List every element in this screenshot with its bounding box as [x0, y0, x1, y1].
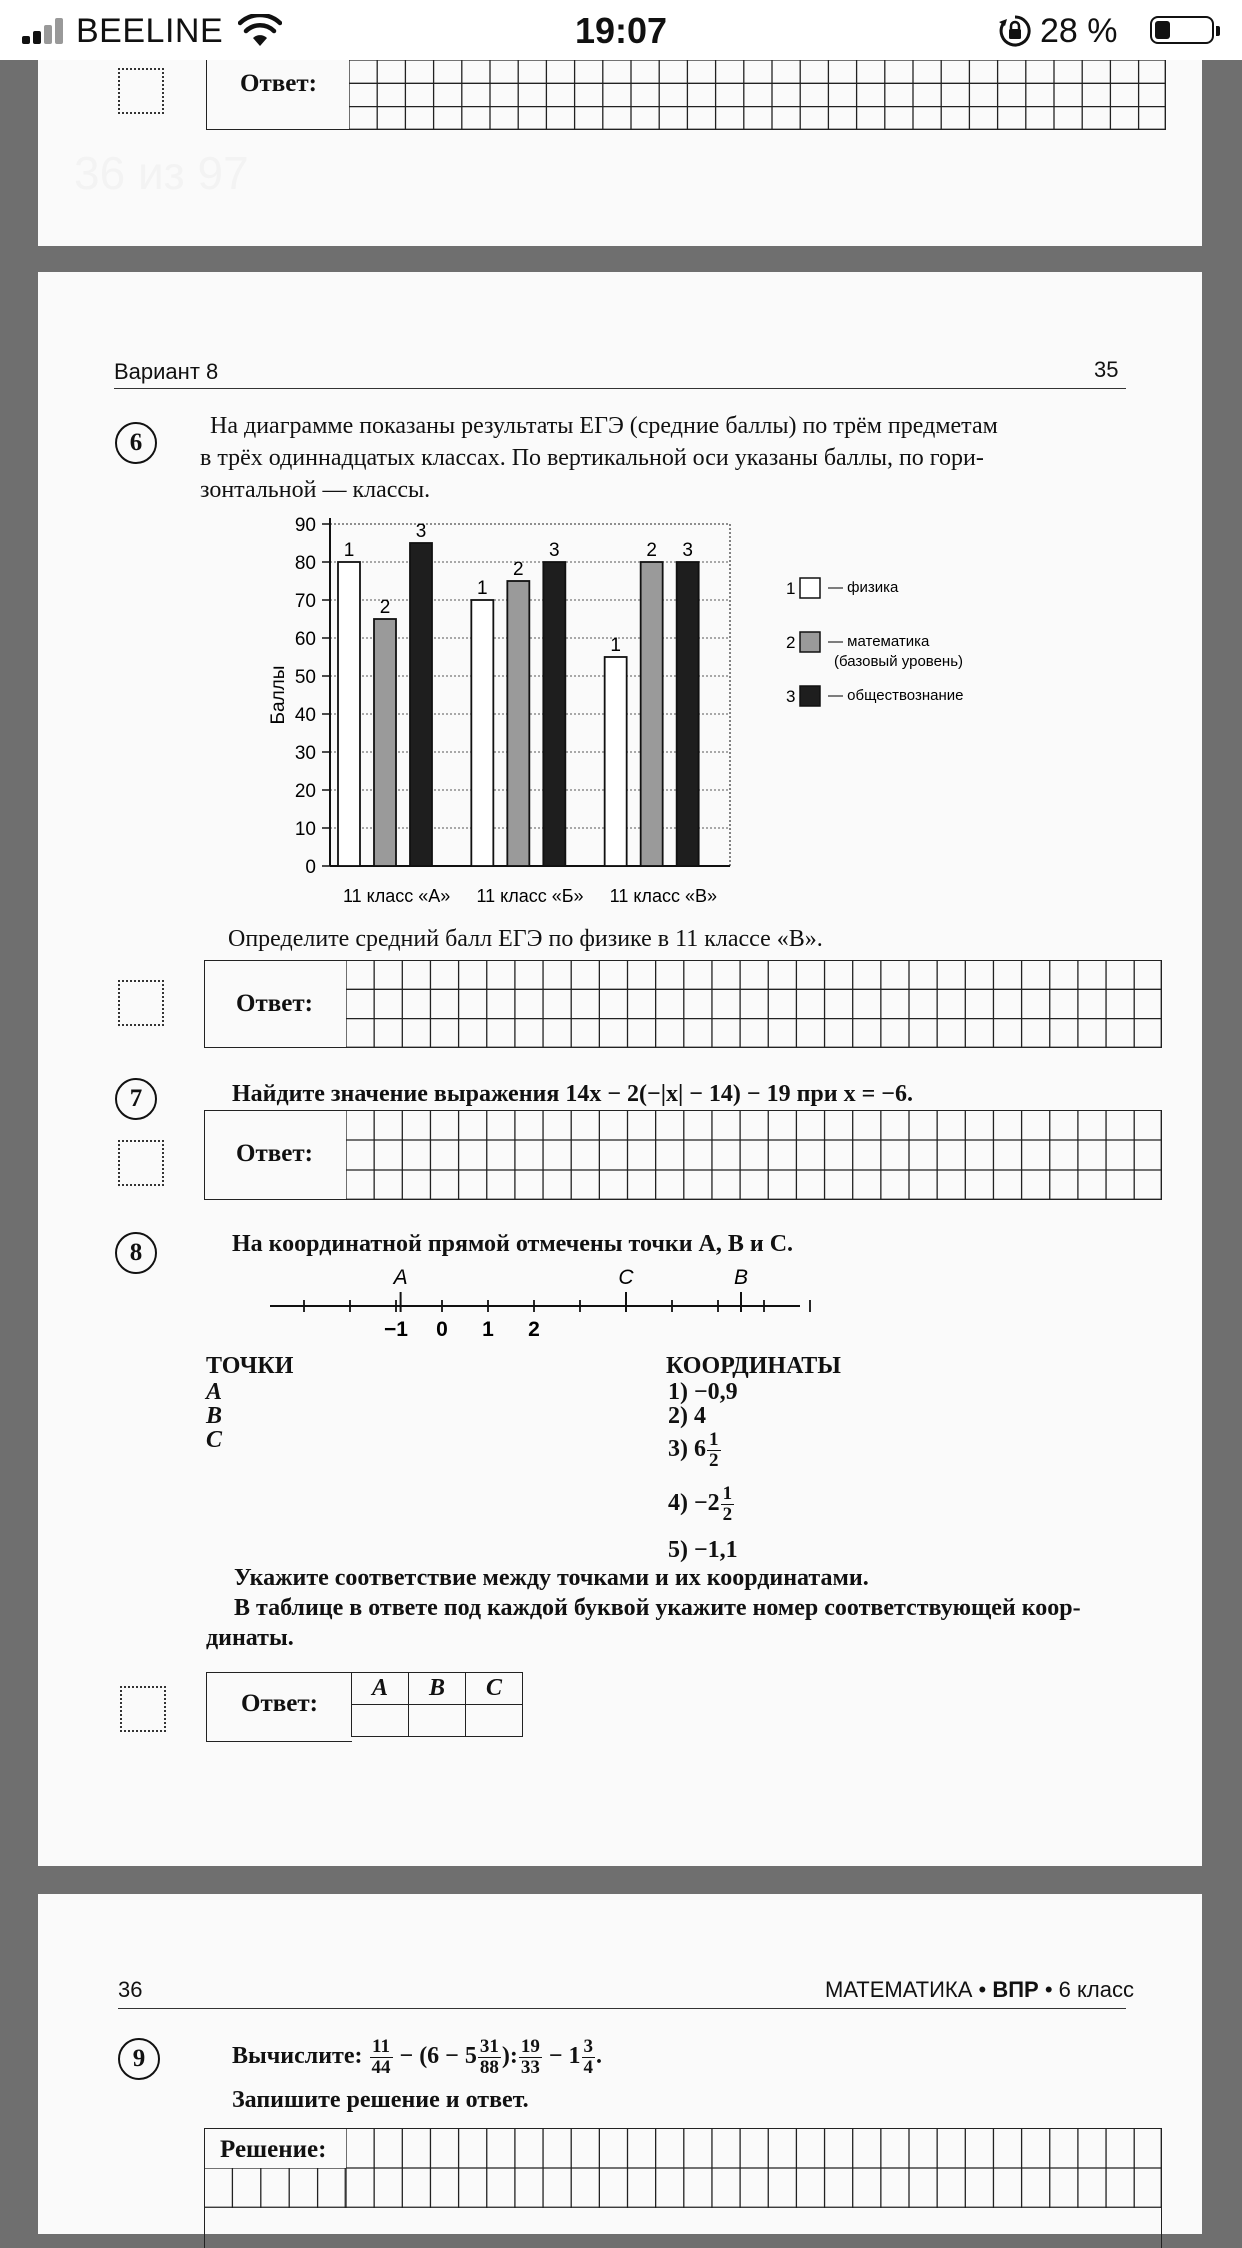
expression-part: . — [596, 2043, 603, 2069]
grade-name: • 6 класс — [1038, 1977, 1134, 2002]
bar-label: 2 — [513, 559, 524, 580]
answer-grid[interactable] — [349, 60, 1166, 130]
legend-swatch — [800, 686, 820, 706]
x-tick-label: 11 класс «Б» — [476, 886, 584, 906]
task-7-expression: 14x − 2(−|x| − 14) − 19 при x = −6. — [565, 1081, 913, 1107]
page-indicator: 36 из 97 — [74, 147, 249, 199]
axis-tick-label: −1 — [384, 1318, 408, 1340]
legend-label: (базовый уровень) — [834, 653, 964, 670]
expression-part: − 1 — [548, 2043, 581, 2069]
subject-name: МАТЕМАТИКА • — [825, 1977, 993, 2002]
points-header: ТОЧКИ — [206, 1353, 294, 1379]
legend-label: — математика — [828, 633, 930, 650]
table-header-c: C — [466, 1673, 523, 1705]
clock: 19:07 — [574, 10, 668, 51]
task-8-intro: На координатной прямой отмечены точки A, B и C. — [232, 1231, 794, 1257]
exam-name: ВПР — [992, 1977, 1039, 2002]
bar-chart — [188, 498, 1048, 918]
page-number: 36 — [118, 1977, 143, 2002]
y-tick-label: 30 — [294, 743, 316, 764]
carrier-name: BEELINE — [76, 12, 224, 50]
legend-key: 2 — [786, 633, 796, 652]
answer-label: Ответ: — [236, 1140, 313, 1167]
variant-header: Вариант 8 — [114, 359, 219, 384]
fraction-num: 31 — [479, 2035, 499, 2057]
header-rule — [114, 388, 1126, 389]
answer-cell-a[interactable] — [352, 1705, 409, 1737]
answer-label: Ответ: — [240, 70, 317, 97]
y-tick-label: 90 — [294, 515, 316, 536]
bar-label: 1 — [343, 540, 355, 561]
table-header-a: A — [352, 1673, 409, 1705]
legend-swatch — [800, 632, 820, 652]
coord-4 — [668, 1484, 735, 1525]
legend-swatch — [800, 578, 820, 598]
legend-key: 3 — [786, 687, 796, 706]
task-9-expression — [232, 2030, 602, 2082]
axis-tick-label: 1 — [482, 1318, 494, 1340]
fraction-num: 19 — [520, 2035, 540, 2057]
battery-percent: 28 % — [1040, 12, 1118, 50]
y-tick-label: 20 — [294, 781, 316, 802]
point-b: B — [206, 1403, 223, 1429]
fraction-num: 3 — [583, 2035, 594, 2057]
point-label: C — [618, 1266, 634, 1289]
y-tick-label: 50 — [294, 667, 316, 688]
battery-icon — [1150, 16, 1214, 44]
task-9-instruction: Запишите решение и ответ. — [232, 2087, 529, 2113]
bar — [471, 600, 493, 866]
task-8-instruction-3: динаты. — [206, 1625, 294, 1651]
bar — [374, 619, 396, 866]
expression-part: (6 − 5 — [419, 2043, 477, 2069]
point-a: A — [206, 1379, 223, 1405]
score-box[interactable] — [118, 980, 164, 1026]
answer-cell-b[interactable] — [409, 1705, 466, 1737]
orientation-lock-icon — [998, 14, 1032, 48]
solution-label: Решение: — [220, 2136, 327, 2163]
legend-key: 1 — [786, 579, 796, 598]
fraction-den: 4 — [583, 2056, 594, 2078]
coord-5: 5) −1,1 — [668, 1537, 738, 1563]
axis-tick-label: 0 — [436, 1318, 448, 1340]
coord-4-whole: 4) −2 — [668, 1490, 720, 1517]
x-tick-label: 11 класс «А» — [343, 886, 451, 906]
answer-grid[interactable] — [346, 1110, 1162, 1200]
page-main — [38, 272, 1202, 1866]
x-tick-label: 11 класс «В» — [609, 886, 717, 906]
answer-table — [351, 1672, 523, 1737]
answer-cell-c[interactable] — [466, 1705, 523, 1737]
y-tick-label: 80 — [294, 553, 316, 574]
bar — [410, 543, 432, 866]
solution-grid[interactable] — [346, 2128, 1162, 2208]
coord-3 — [668, 1430, 722, 1471]
subject-header — [825, 1974, 1134, 2006]
page-top — [38, 60, 1202, 246]
coord-2: 2) 4 — [668, 1403, 706, 1429]
task-6-question: Определите средний балл ЕГЭ по физике в 11 классе «В». — [228, 926, 823, 952]
y-tick-label: 70 — [294, 591, 316, 612]
bar-label: 3 — [415, 521, 427, 542]
expression-part: ): — [501, 2043, 518, 2069]
point-c: C — [206, 1427, 223, 1453]
y-tick-label: 60 — [294, 629, 316, 650]
coord-4-num: 1 — [722, 1483, 733, 1504]
bar-label: 1 — [477, 578, 488, 599]
task-6-text-2: в трёх одиннадцатых классах. По вертикальной оси указаны баллы, по гори- — [200, 445, 984, 471]
bar — [641, 562, 663, 866]
status-bar — [0, 0, 1242, 60]
y-axis-title: Баллы — [268, 665, 289, 725]
legend-label: — обществознание — [828, 687, 964, 704]
bar-label: 3 — [682, 540, 693, 561]
header-rule — [118, 2008, 1126, 2009]
axis-tick-label: 2 — [528, 1318, 540, 1340]
coord-3-den: 2 — [709, 1450, 719, 1471]
solution-grid[interactable] — [204, 2168, 346, 2208]
bar — [338, 562, 360, 866]
coords-header: КООРДИНАТЫ — [666, 1353, 841, 1379]
fraction-den: 33 — [520, 2056, 540, 2078]
task-8-instruction-2: В таблице в ответе под каждой буквой укажите номер соответствующей коор- — [234, 1595, 1081, 1621]
task-8-instruction-1: Укажите соответствие между точками и их координатами. — [234, 1565, 869, 1591]
y-tick-label: 10 — [294, 819, 316, 840]
answer-grid[interactable] — [346, 960, 1162, 1048]
point-label: B — [733, 1266, 749, 1289]
point-label: A — [393, 1266, 408, 1289]
fraction-num: 11 — [370, 2037, 393, 2058]
score-box[interactable] — [120, 1686, 166, 1732]
operator: − — [399, 2043, 414, 2069]
legend-label: — физика — [828, 579, 899, 596]
page-number: 35 — [1094, 357, 1119, 382]
answer-label: Ответ: — [236, 990, 313, 1017]
task-7-question: Найдите значение выражения 14x − 2(−|x| − 14) − 19 при x = −6. — [232, 1081, 913, 1107]
bar — [605, 657, 627, 866]
task-9-number: 9 — [118, 2038, 160, 2080]
task-6-number: 6 — [115, 422, 157, 464]
table-header-b: B — [409, 1673, 466, 1705]
fraction-den: 44 — [371, 2056, 391, 2078]
bar-label: 1 — [610, 635, 621, 656]
coord-4-den: 2 — [722, 1504, 733, 1525]
coordinate-line — [228, 1262, 818, 1340]
task-6-text-3: зонтальной — классы. — [200, 477, 431, 503]
page-bottom — [38, 1894, 1202, 2234]
score-box[interactable] — [118, 1140, 164, 1186]
bar — [507, 581, 529, 866]
task-9-label: Вычислите: — [232, 2043, 363, 2069]
bar — [543, 562, 565, 866]
coord-3-num: 1 — [709, 1429, 719, 1450]
bar-label: 2 — [646, 540, 657, 561]
coord-1: 1) −0,9 — [668, 1379, 738, 1405]
y-tick-label: 0 — [305, 857, 316, 878]
task-6-text-1: На диаграмме показаны результаты ЕГЭ (средние баллы) по трём предметам — [210, 413, 998, 439]
coord-3-whole: 3) 6 — [668, 1436, 706, 1463]
y-tick-label: 40 — [294, 705, 316, 726]
task-7-number: 7 — [115, 1078, 157, 1120]
bar-label: 2 — [379, 597, 391, 618]
task-8-number: 8 — [115, 1232, 157, 1274]
score-box[interactable] — [118, 68, 164, 114]
bar — [677, 562, 699, 866]
answer-label: Ответ: — [241, 1690, 318, 1717]
fraction-den: 88 — [479, 2056, 499, 2078]
bar-label: 3 — [549, 540, 560, 561]
